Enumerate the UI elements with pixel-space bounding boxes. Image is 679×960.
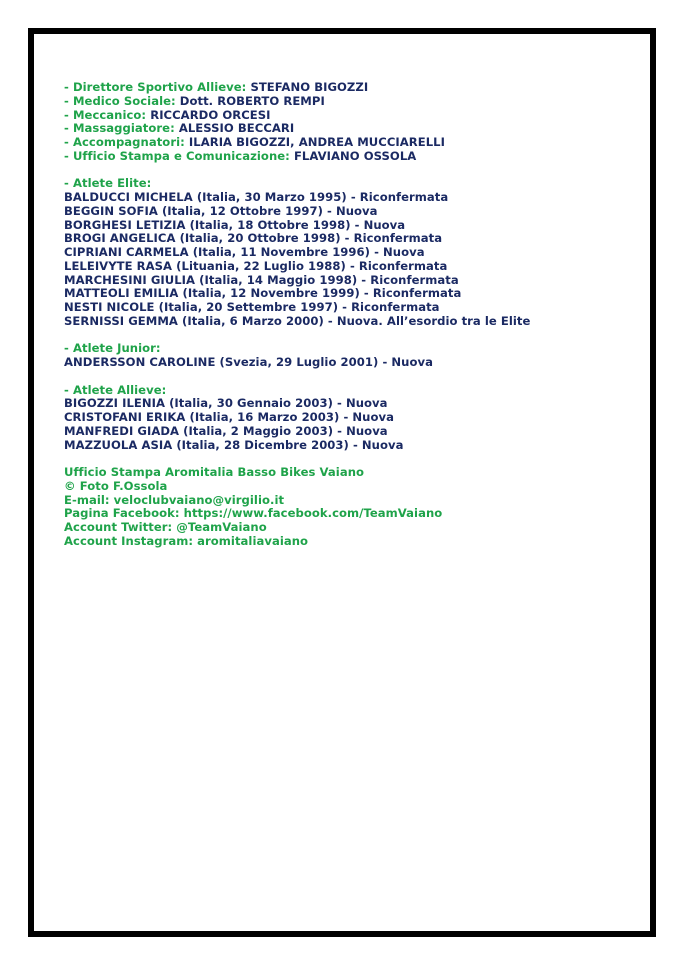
staff-name: FLAVIANO OSSOLA [293,148,417,163]
athlete-row: BALDUCCI MICHELA (Italia, 30 Marzo 1995) - Riconfermata [64,190,449,204]
spacer [64,370,644,384]
twitter-line: Account Twitter: @TeamVaiano [64,520,267,534]
athlete-row: MATTEOLI EMILIA (Italia, 12 Novembre 1999) - Riconfermata [64,286,462,301]
facebook-line: Pagina Facebook: https://www.facebook.com/TeamVaiano [64,506,443,521]
staff-role: - Ufficio Stampa e Comunicazione: [64,148,294,163]
section-heading-elite: - Atlete Elite: [64,176,152,191]
staff-name: STEFANO BIGOZZI [250,80,369,94]
staff-line [64,109,644,123]
photo-credit-line: © Foto F.Ossola [64,478,168,493]
athlete-row: BIGOZZI ILENIA (Italia, 30 Gennaio 2003) - Nuova [64,396,388,411]
athlete-row: MANFREDI GIADA (Italia, 2 Maggio 2003) - Nuova [64,423,388,438]
staff-role: - Accompagnatori: [64,135,189,149]
athlete-row: CIPRIANI CARMELA (Italia, 11 Novembre 1996) - Nuova [64,245,425,259]
email-line: E-mail: veloclubvaiano@virgilio.it [64,492,285,507]
spacer [64,452,644,466]
staff-name: ILARIA BIGOZZI, ANDREA MUCCIARELLI [188,135,445,149]
athlete-row: BROGI ANGELICA (Italia, 20 Ottobre 1998) - Riconfermata [64,231,443,246]
elite-section [64,177,644,328]
athlete-row: MAZZUOLA ASIA (Italia, 28 Dicembre 2003) - Nuova [64,437,404,452]
staff-role: - Meccanico: [64,107,151,122]
staff-line [64,122,644,136]
athlete-row: NESTI NICOLE (Italia, 20 Settembre 1997) - Riconfermata [64,300,440,314]
staff-name: Dott. ROBERTO REMPI [179,93,325,108]
contacts-section [64,466,644,549]
instagram-line: Account Instagram: aromitaliavaiano [64,533,309,548]
athlete-row: CRISTOFANI ERIKA (Italia, 16 Marzo 2003) - Nuova [64,410,394,424]
staff-line [64,150,644,164]
spacer [64,329,644,343]
athlete-row: SERNISSI GEMMA (Italia, 6 Marzo 2000) - Nuova. All’esordio tra le Elite [64,313,531,328]
staff-line [64,81,644,95]
staff-line [64,95,644,109]
press-office-line: Ufficio Stampa Aromitalia Basso Bikes Vaiano [64,465,365,479]
document-content [64,81,644,549]
athlete-row: ANDERSSON CAROLINE (Svezia, 29 Luglio 2001) - Nuova [64,355,433,369]
athlete-row: BORGHESI LETIZIA (Italia, 18 Ottobre 1998) - Nuova [64,217,406,232]
athlete-row: BEGGIN SOFIA (Italia, 12 Ottobre 1997) - Nuova [64,203,378,218]
staff-role: - Massaggiatore: [64,121,179,136]
junior-section [64,342,644,370]
staff-name: RICCARDO ORCESI [150,107,271,122]
section-heading-junior: - Atlete Junior: [64,341,161,356]
section-heading-allieve: - Atlete Allieve: [64,382,167,397]
spacer [64,164,644,178]
athlete-row: MARCHESINI GIULIA (Italia, 14 Maggio 1998) - Riconfermata [64,272,459,287]
allieve-section [64,384,644,453]
staff-role: - Medico Sociale: [64,93,180,108]
staff-list [64,81,644,164]
staff-line [64,136,644,150]
staff-role: - Direttore Sportivo Allieve: [64,80,251,94]
staff-name: ALESSIO BECCARI [178,121,295,136]
athlete-row: LELEIVYTE RASA (Lituania, 22 Luglio 1988) - Riconfermata [64,258,448,273]
